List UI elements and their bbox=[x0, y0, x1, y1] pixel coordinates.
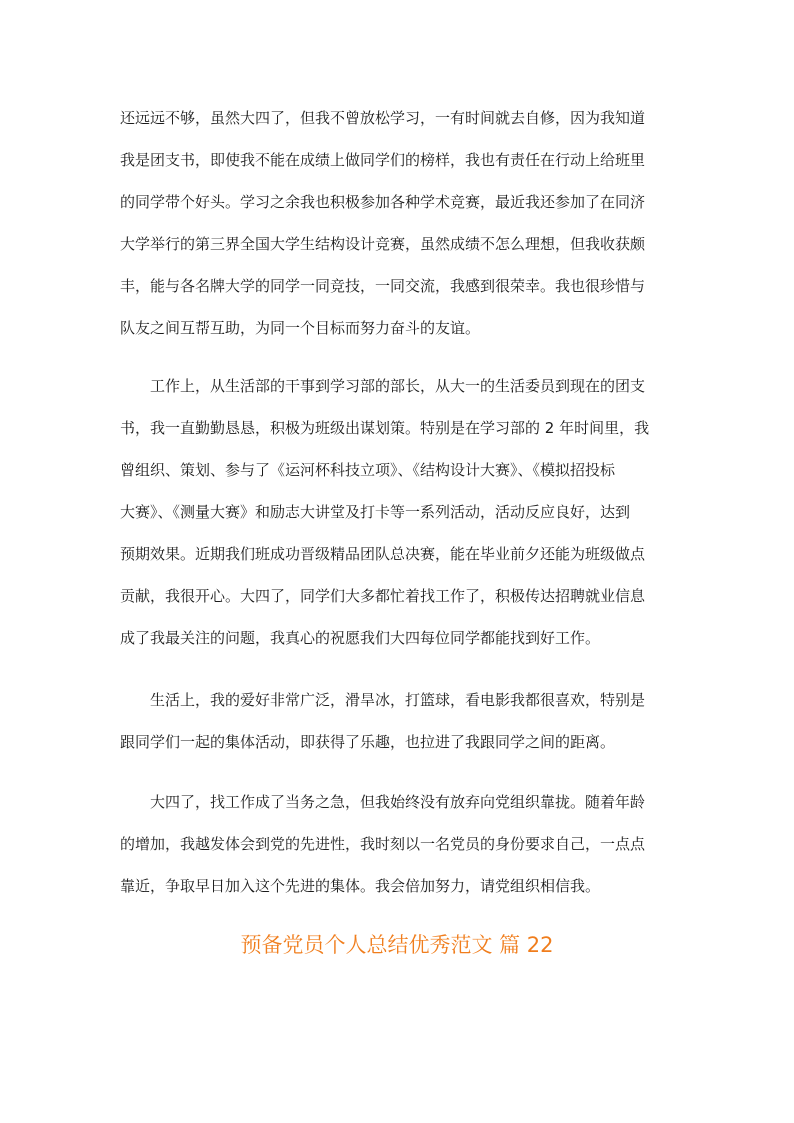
paragraph-line: 工作上，从生活部的干事到学习部的部长，从大一的生活委员到现在的团支 bbox=[150, 377, 646, 395]
paragraph-line: 大四了，找工作成了当务之急，但我始终没有放弃向党组织靠拢。随着年龄 bbox=[150, 793, 646, 811]
paragraph-line: 大赛》、《测量大赛》和励志大讲堂及打卡等一系列活动，活动反应良好，达到 bbox=[120, 503, 631, 521]
paragraph-line: 靠近，争取早日加入这个先进的集体。我会倍加努力，请党组织相信我。 bbox=[120, 877, 601, 895]
paragraph-line: 的同学带个好头。学习之余我也积极参加各种学术竞赛，最近我还参加了在同济 bbox=[120, 193, 646, 211]
paragraph-line: 的增加，我越发体会到党的先进性，我时刻以一名党员的身份要求自己，一点点 bbox=[120, 835, 646, 853]
paragraph-line: 成了我最关注的问题，我真心的祝愿我们大四每位同学都能找到好工作。 bbox=[120, 629, 601, 647]
paragraph-line: 大学举行的第三界全国大学生结构设计竞赛，虽然成绩不怎么理想，但我收获颇 bbox=[120, 235, 646, 253]
paragraph-line: 曾组织、策划、参与了《运河杯科技立项》、《结构设计大赛》、《模拟招投标 bbox=[120, 461, 616, 479]
paragraph-line: 书，我一直勤勤恳恳，积极为班级出谋划策。特别是在学习部的 2 年时间里，我 bbox=[120, 419, 650, 437]
paragraph-line: 我是团支书，即使我不能在成绩上做同学们的榜样，我也有责任在行动上给班里 bbox=[120, 151, 646, 169]
paragraph-line: 贡献，我很开心。大四了，同学们大多都忙着找工作了，积极传达招聘就业信息 bbox=[120, 587, 646, 605]
paragraph-line: 生活上，我的爱好非常广泛，滑旱冰，打篮球，看电影我都很喜欢，特别是 bbox=[150, 691, 646, 709]
paragraph-line: 丰，能与各名牌大学的同学一同竞技，一同交流，我感到很荣幸。我也很珍惜与 bbox=[120, 277, 646, 295]
section-heading: 预备党员个人总结优秀范文 篇 22 bbox=[240, 933, 554, 957]
paragraph-line: 跟同学们一起的集体活动，即获得了乐趣，也拉进了我跟同学之间的距离。 bbox=[120, 733, 616, 751]
paragraph-line: 预期效果。近期我们班成功晋级精品团队总决赛，能在毕业前夕还能为班级做点 bbox=[120, 545, 646, 563]
paragraph-line: 还远远不够，虽然大四了，但我不曾放松学习，一有时间就去自修，因为我知道 bbox=[120, 109, 646, 127]
paragraph-line: 队友之间互帮互助，为同一个目标而努力奋斗的友谊。 bbox=[120, 319, 481, 337]
